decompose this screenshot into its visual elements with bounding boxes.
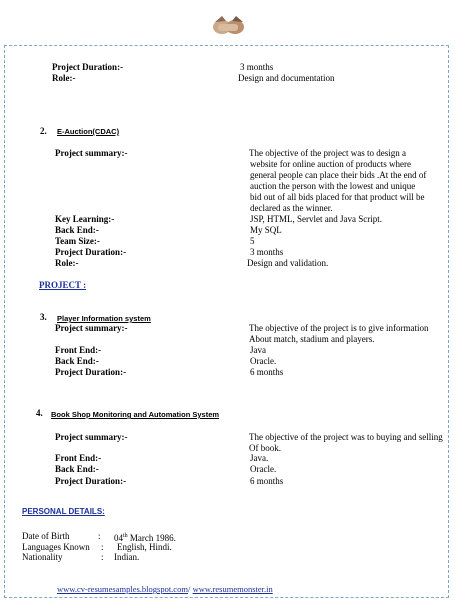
project-2-summary-line: bid out of all bids placed for that product will be [250,192,425,202]
project-4-summary-line: Of book. [249,443,281,453]
front-end-label: Front End:- [55,345,102,355]
project-duration-value: 3 months [250,247,284,257]
footer-separator: / [187,584,191,594]
project-4-number: 4. [36,408,43,418]
role-label: Role:- [55,258,79,268]
project-3-summary-line: About match, stadium and players. [249,334,375,344]
role-value: Design and validation. [247,258,329,268]
languages-separator: : [101,542,104,552]
front-end-value: Java [250,345,266,355]
project-duration-label: Project Duration:- [55,247,127,257]
footer-link-blog[interactable]: www.cv-resumesamples.blogspot.com [57,584,188,594]
dob-label: Date of Birth [22,531,70,541]
back-end-label: Back End:- [55,225,99,235]
back-end-value: Oracle. [250,464,277,474]
project-2-summary-label: Project summary:- [55,148,128,158]
project-4-summary-line: The objective of the project was to buying and selling [249,432,443,442]
project-3-summary-label: Project summary:- [55,323,128,333]
project-3-number: 3. [40,312,47,322]
key-learning-value: JSP, HTML, Servlet and Java Script. [250,214,382,224]
project-2-title: E-Auction(CDAC) [57,127,120,136]
project-2-summary-line: declared as the winner. [250,203,333,213]
project-duration-label: Project Duration:- [55,367,127,377]
nationality-label: Nationality [22,552,63,562]
project-duration-value: 6 months [250,367,284,377]
footer-links [57,584,273,595]
project-2-number: 2. [40,126,47,136]
role-value: Design and documentation [238,73,335,83]
handshake-icon [212,12,246,42]
project-2-summary-line: auction the person with the lowest and unique [250,181,416,191]
role-label: Role:- [52,73,76,83]
team-size-label: Team Size:- [55,236,100,246]
nationality-separator: : [101,552,104,562]
languages-value: English, Hindi. [117,542,172,552]
back-end-label: Back End:- [55,464,99,474]
dob-value: 04th March 1986. [114,533,176,543]
project-duration-value: 3 months [240,62,274,72]
project-4-title: Book Shop Monitoring and Automation System [51,410,220,419]
project-2-summary-line: general people can place their bids .At the end of [250,170,427,180]
project-2-summary-line: website for online auction of products where [250,159,411,169]
project-3-title: Player Information system [57,314,151,323]
personal-details-heading: PERSONAL DETAILS: [22,507,105,516]
footer-link-site[interactable]: www.resumemonster.in [192,584,273,594]
dob-separator: : [98,531,101,541]
project-duration-label: Project Duration:- [52,62,124,72]
front-end-value: Java. [250,453,269,463]
front-end-label: Front End:- [55,453,102,463]
languages-label: Languages Known [22,542,90,552]
key-learning-label: Key Learning:- [55,214,115,224]
nationality-value: Indian. [114,552,140,562]
project-4-summary-label: Project summary:- [55,432,128,442]
project-3-summary-line: The objective of the project is to give information [249,323,429,333]
project-duration-value: 6 months [250,476,284,486]
back-end-value: Oracle. [250,356,277,366]
project-section-heading: PROJECT : [39,280,87,290]
project-duration-label: Project Duration:- [55,476,127,486]
back-end-value: My SQL [250,225,282,235]
team-size-value: 5 [250,236,255,246]
project-2-summary-line: The objective of the project was to design a [249,148,406,158]
back-end-label: Back End:- [55,356,99,366]
